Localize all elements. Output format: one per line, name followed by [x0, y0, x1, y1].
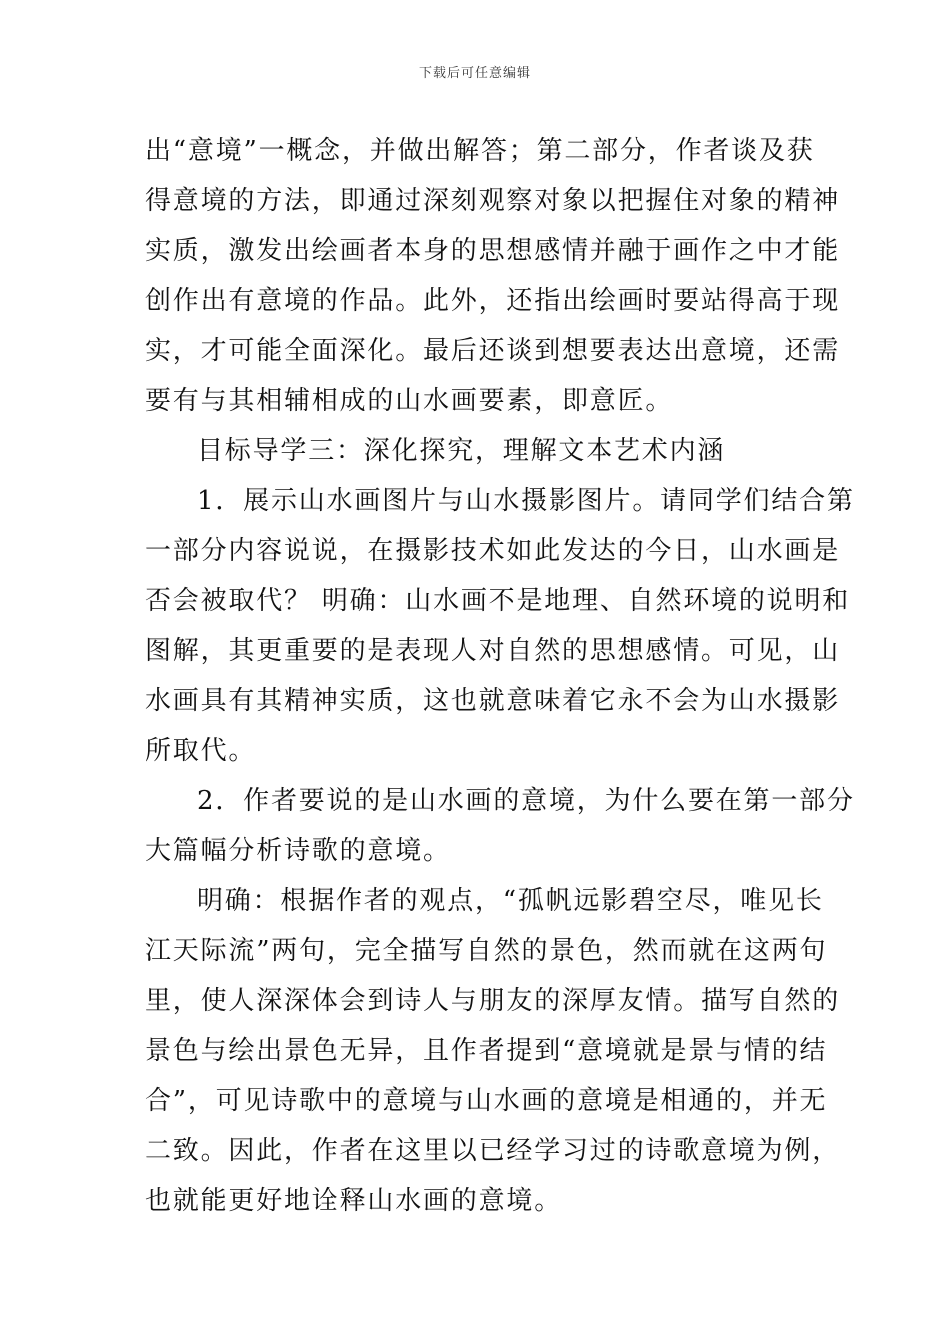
text-line: 图解，其更重要的是表现人对自然的思想感情。可见，山	[145, 636, 841, 666]
document-body	[145, 126, 855, 1226]
text-line: 否会被取代？ 明确：山水画不是地理、自然环境的说明和	[145, 586, 851, 616]
text-line: 目标导学三：深化探究，理解文本艺术内涵	[197, 436, 726, 466]
paragraph-answer-2	[145, 876, 841, 1226]
text-line: 要有与其相辅相成的山水画要素，即意匠。	[145, 386, 674, 416]
text-line: 也就能更好地诠释山水画的意境。	[145, 1186, 563, 1216]
text-line: 二致。因此，作者在这里以已经学习过的诗歌意境为例，	[145, 1136, 841, 1166]
text-line: 水画具有其精神实质，这也就意味着它永不会为山水摄影	[145, 686, 841, 716]
paragraph-summary	[145, 126, 841, 426]
text-line: 实，才可能全面深化。最后还谈到想要表达出意境，还需	[145, 336, 841, 366]
text-line: 明确：根据作者的观点，“孤帆远影碧空尽，唯见长	[197, 886, 824, 916]
text-line: 合”，可见诗歌中的意境与山水画的意境是相通的，并无	[145, 1086, 828, 1116]
text-line: 江天际流”两句，完全描写自然的景色，然而就在这两句	[145, 936, 828, 966]
text-line: 得意境的方法，即通过深刻观察对象以把握住对象的精神	[145, 186, 841, 216]
text-line: 大篇幅分析诗歌的意境。	[145, 836, 451, 866]
paragraph-question-2	[145, 776, 855, 876]
text-line: 所取代。	[145, 736, 257, 766]
text-line: 1．展示山水画图片与山水摄影图片。请同学们结合第	[197, 486, 855, 516]
text-line: 出“意境”一概念，并做出解答；第二部分，作者谈及获	[145, 136, 815, 166]
section-heading	[145, 426, 810, 476]
page-header-note: 下载后可任意编辑	[418, 66, 531, 81]
text-line: 一部分内容说说，在摄影技术如此发达的今日，山水画是	[145, 536, 841, 566]
text-line: 2．作者要说的是山水画的意境，为什么要在第一部分	[197, 786, 855, 816]
text-line: 里，使人深深体会到诗人与朋友的深厚友情。描写自然的	[145, 986, 841, 1016]
text-line: 景色与绘出景色无异，且作者提到“意境就是景与情的结	[145, 1036, 828, 1066]
text-line: 实质，激发出绘画者本身的思想感情并融于画作之中才能	[145, 236, 841, 266]
paragraph-question-1	[145, 476, 855, 776]
text-line: 创作出有意境的作品。此外，还指出绘画时要站得高于现	[145, 286, 841, 316]
